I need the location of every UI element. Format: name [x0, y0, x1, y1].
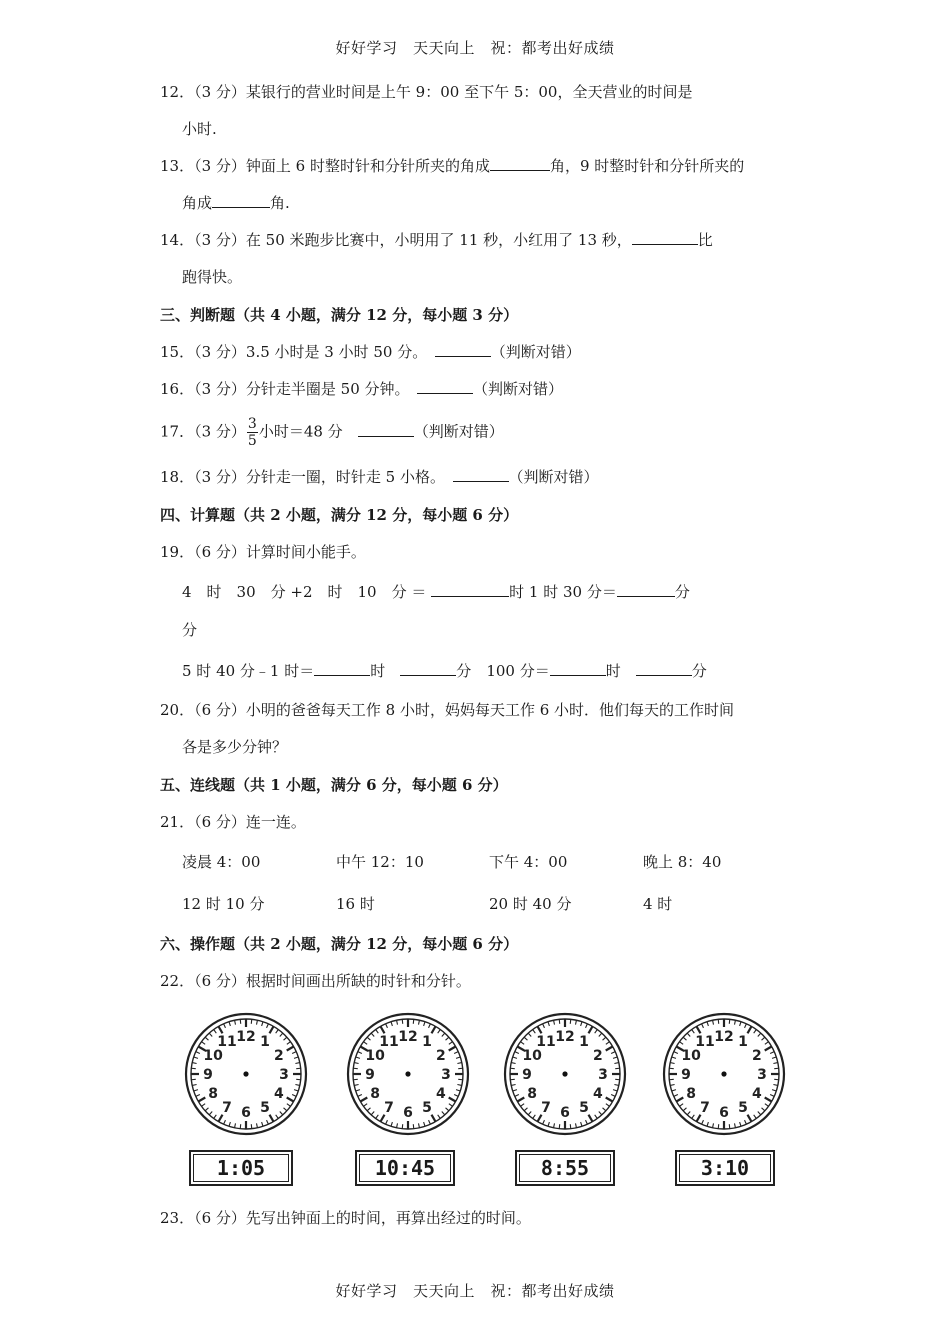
clock-center-dot: [721, 1071, 726, 1076]
clock-number: 2: [274, 1048, 284, 1064]
q21-bottom-item[interactable]: 20 时 40 分: [489, 895, 572, 913]
q15-blank[interactable]: [435, 342, 491, 357]
q21-top-item[interactable]: 下午 4：00: [489, 853, 568, 871]
q12-line2: 小时.: [182, 120, 217, 138]
clock-center-dot: [405, 1071, 410, 1076]
q21-top-item[interactable]: 凌晨 4：00: [182, 853, 261, 871]
q18-blank[interactable]: [453, 467, 509, 482]
q14-text-b: 比: [697, 231, 713, 249]
clock-number: 7: [700, 1099, 710, 1116]
q21-bottom-item[interactable]: 16 时: [336, 895, 375, 913]
q13-line1: [160, 156, 744, 176]
clock-number: 8: [686, 1086, 696, 1102]
q17-text: 17．（3 分）: [160, 422, 246, 441]
q21-bottom-item[interactable]: 12 时 10 分: [182, 895, 265, 913]
clock-number: 6: [560, 1105, 570, 1121]
clock-number: 5: [422, 1099, 432, 1116]
clock-number: 11: [379, 1034, 399, 1051]
clock-number: 3: [279, 1067, 289, 1083]
q13-text-c: 角成: [182, 194, 213, 212]
clock-number: 8: [527, 1086, 537, 1102]
page-footer: 好好学习 天天向上 祝：都考出好成绩: [335, 1282, 615, 1300]
clock-face-svg: [503, 1012, 627, 1136]
q19-title: 19．（6 分）计算时间小能手。: [160, 543, 366, 561]
q19-r1-text-a: 4 时 30 分 +2 时 10 分 ＝: [182, 583, 427, 601]
clock-number: 1: [738, 1034, 748, 1051]
clock-number: 1: [579, 1034, 589, 1051]
q19-blank-1[interactable]: [431, 582, 509, 597]
q14-blank[interactable]: [632, 230, 698, 245]
clock-number: 4: [274, 1086, 284, 1102]
q16-blank[interactable]: [417, 379, 473, 394]
clock-number: 10: [681, 1048, 701, 1064]
q19-blank-5[interactable]: [550, 661, 606, 676]
q19-blank-4[interactable]: [400, 661, 456, 676]
clock-number: 7: [541, 1099, 551, 1116]
section-5-title: 五、连线题（共 1 小题，满分 6 分，每小题 6 分）: [160, 776, 508, 794]
clock-center-dot: [562, 1071, 567, 1076]
clock-number: 8: [370, 1086, 380, 1102]
clock-number: 11: [536, 1034, 556, 1051]
q17-text-b: 小时＝48 分: [258, 422, 343, 441]
q17-numerator: 3: [247, 416, 257, 432]
q19-row-2: 分: [182, 621, 198, 639]
clock-number: 9: [203, 1067, 213, 1083]
time-box: 8:55: [515, 1150, 615, 1186]
clock-number: 3: [598, 1067, 608, 1083]
q16-judge: （判断对错）: [473, 380, 564, 398]
q22-title: 22．（6 分）根据时间画出所缺的时针和分针。: [160, 972, 471, 990]
clock-number: 9: [522, 1067, 532, 1083]
q17-judge: （判断对错）: [413, 422, 504, 441]
clock-number: 2: [436, 1048, 446, 1064]
clock-number: 10: [203, 1048, 223, 1064]
clock-number: 10: [365, 1048, 385, 1064]
q17-denominator: 5: [247, 433, 257, 449]
q20-line2: 各是多少分钟？: [182, 738, 288, 756]
clock-number: 2: [752, 1048, 762, 1064]
clock-number: 7: [384, 1099, 394, 1116]
q18-text: 18．（3 分）分针走一圈，时针走 5 小格。: [160, 468, 438, 486]
q19-r3-text-d: 100 分＝: [486, 662, 550, 680]
clock-number: 4: [593, 1086, 603, 1102]
clock-number: 9: [365, 1067, 375, 1083]
q19-r3-text-c: 分: [456, 662, 472, 680]
q21-top-item[interactable]: 中午 12：10: [336, 853, 424, 871]
clock-face-svg: [662, 1012, 786, 1136]
q21-title: 21．（6 分）连一连。: [160, 813, 306, 831]
clock-number: 6: [403, 1105, 413, 1121]
q14-line2: 跑得快。: [182, 268, 243, 286]
clock-number: 6: [719, 1105, 729, 1121]
clock-number: 11: [217, 1034, 237, 1051]
clock-face[interactable]: [662, 1012, 786, 1140]
section-3-title: 三、判断题（共 4 小题，满分 12 分，每小题 3 分）: [160, 306, 519, 324]
clock-number: 12: [714, 1029, 734, 1045]
clock-number: 4: [436, 1086, 446, 1102]
clock-number: 5: [738, 1099, 748, 1116]
q21-bottom-item[interactable]: 4 时: [643, 895, 673, 913]
clock-number: 10: [522, 1048, 542, 1064]
q19-blank-2[interactable]: [617, 582, 675, 597]
clock-number: 4: [752, 1086, 762, 1102]
clock-number: 9: [681, 1067, 691, 1083]
section-4-title: 四、计算题（共 2 小题，满分 12 分，每小题 6 分）: [160, 506, 519, 524]
q16: [160, 379, 563, 399]
q17-fraction: [247, 416, 258, 449]
clock-number: 12: [236, 1029, 256, 1045]
q19-row-1: [182, 582, 690, 602]
clock-number: 8: [208, 1086, 218, 1102]
clock-center-dot: [243, 1071, 248, 1076]
q19-r1-text-c: 分: [674, 583, 690, 601]
clock-number: 7: [222, 1099, 232, 1116]
q14-line1: [160, 230, 713, 250]
q23-title: 23．（6 分）先写出钟面上的时间，再算出经过的时间。: [160, 1209, 531, 1227]
clock-number: 1: [260, 1034, 270, 1051]
time-box: 1:05: [189, 1150, 293, 1186]
q17-blank[interactable]: [358, 422, 414, 437]
q17: [160, 416, 504, 449]
q21-top-item[interactable]: 晚上 8：40: [643, 853, 722, 871]
q20-line1: 20．（6 分）小明的爸爸每天工作 8 小时，妈妈每天工作 6 小时．他们每天的工作时间: [160, 701, 735, 719]
clock-number: 3: [441, 1067, 451, 1083]
clock-number: 5: [260, 1099, 270, 1116]
clock-face[interactable]: [184, 1012, 308, 1140]
q19-r3-text-e: 时: [605, 662, 621, 680]
q14-text-a: 14．（3 分）在 50 米跑步比赛中，小明用了 11 秒，小红用了 13 秒，: [160, 231, 632, 249]
q19-blank-6[interactable]: [636, 661, 692, 676]
clock-number: 12: [398, 1029, 418, 1045]
q18: [160, 467, 599, 487]
q19-row-3: [182, 661, 707, 681]
clock-face-svg: [346, 1012, 470, 1136]
q19-r1-text-b: 时 1 时 30 分＝: [509, 583, 617, 601]
time-box: 10:45: [355, 1150, 455, 1186]
clock-face[interactable]: [346, 1012, 470, 1140]
q13-blank-1[interactable]: [490, 156, 550, 171]
clock-number: 11: [695, 1034, 715, 1051]
clock-number: 2: [593, 1048, 603, 1064]
q19-r3-text-a: 5 时 40 分﹣1 时＝: [182, 662, 315, 680]
clock-number: 3: [757, 1067, 767, 1083]
page-header: 好好学习 天天向上 祝：都考出好成绩: [335, 39, 615, 57]
q19-r3-text-f: 分: [691, 662, 707, 680]
clock-face-svg: [184, 1012, 308, 1136]
clock-number: 12: [555, 1029, 575, 1045]
clock-number: 5: [579, 1099, 589, 1116]
q19-r3-text-b: 时: [370, 662, 386, 680]
clock-number: 1: [422, 1034, 432, 1051]
q18-judge: （判断对错）: [508, 468, 599, 486]
q13-text-b: 角，9 时整时针和分针所夹的: [549, 157, 745, 175]
q15-judge: （判断对错）: [490, 343, 581, 361]
q15-text: 15．（3 分）3.5 小时是 3 小时 50 分。: [160, 343, 420, 361]
q12-line1: 12．（3 分）某银行的营业时间是上午 9：00 至下午 5：00，全天营业的时间是: [160, 83, 693, 101]
clock-number: 6: [241, 1105, 251, 1121]
section-6-title: 六、操作题（共 2 小题，满分 12 分，每小题 6 分）: [160, 935, 519, 953]
q15: [160, 342, 581, 362]
q13-text-a: 13．（3 分）钟面上 6 时整时针和分针所夹的角成: [160, 157, 490, 175]
q13-text-d: 角.: [270, 194, 290, 212]
q13-line2: [182, 193, 290, 213]
time-box: 3:10: [675, 1150, 775, 1186]
clock-face[interactable]: [503, 1012, 627, 1140]
q13-blank-2[interactable]: [212, 193, 270, 208]
q19-blank-3[interactable]: [314, 661, 370, 676]
q16-text: 16．（3 分）分针走半圈是 50 分钟。: [160, 380, 403, 398]
